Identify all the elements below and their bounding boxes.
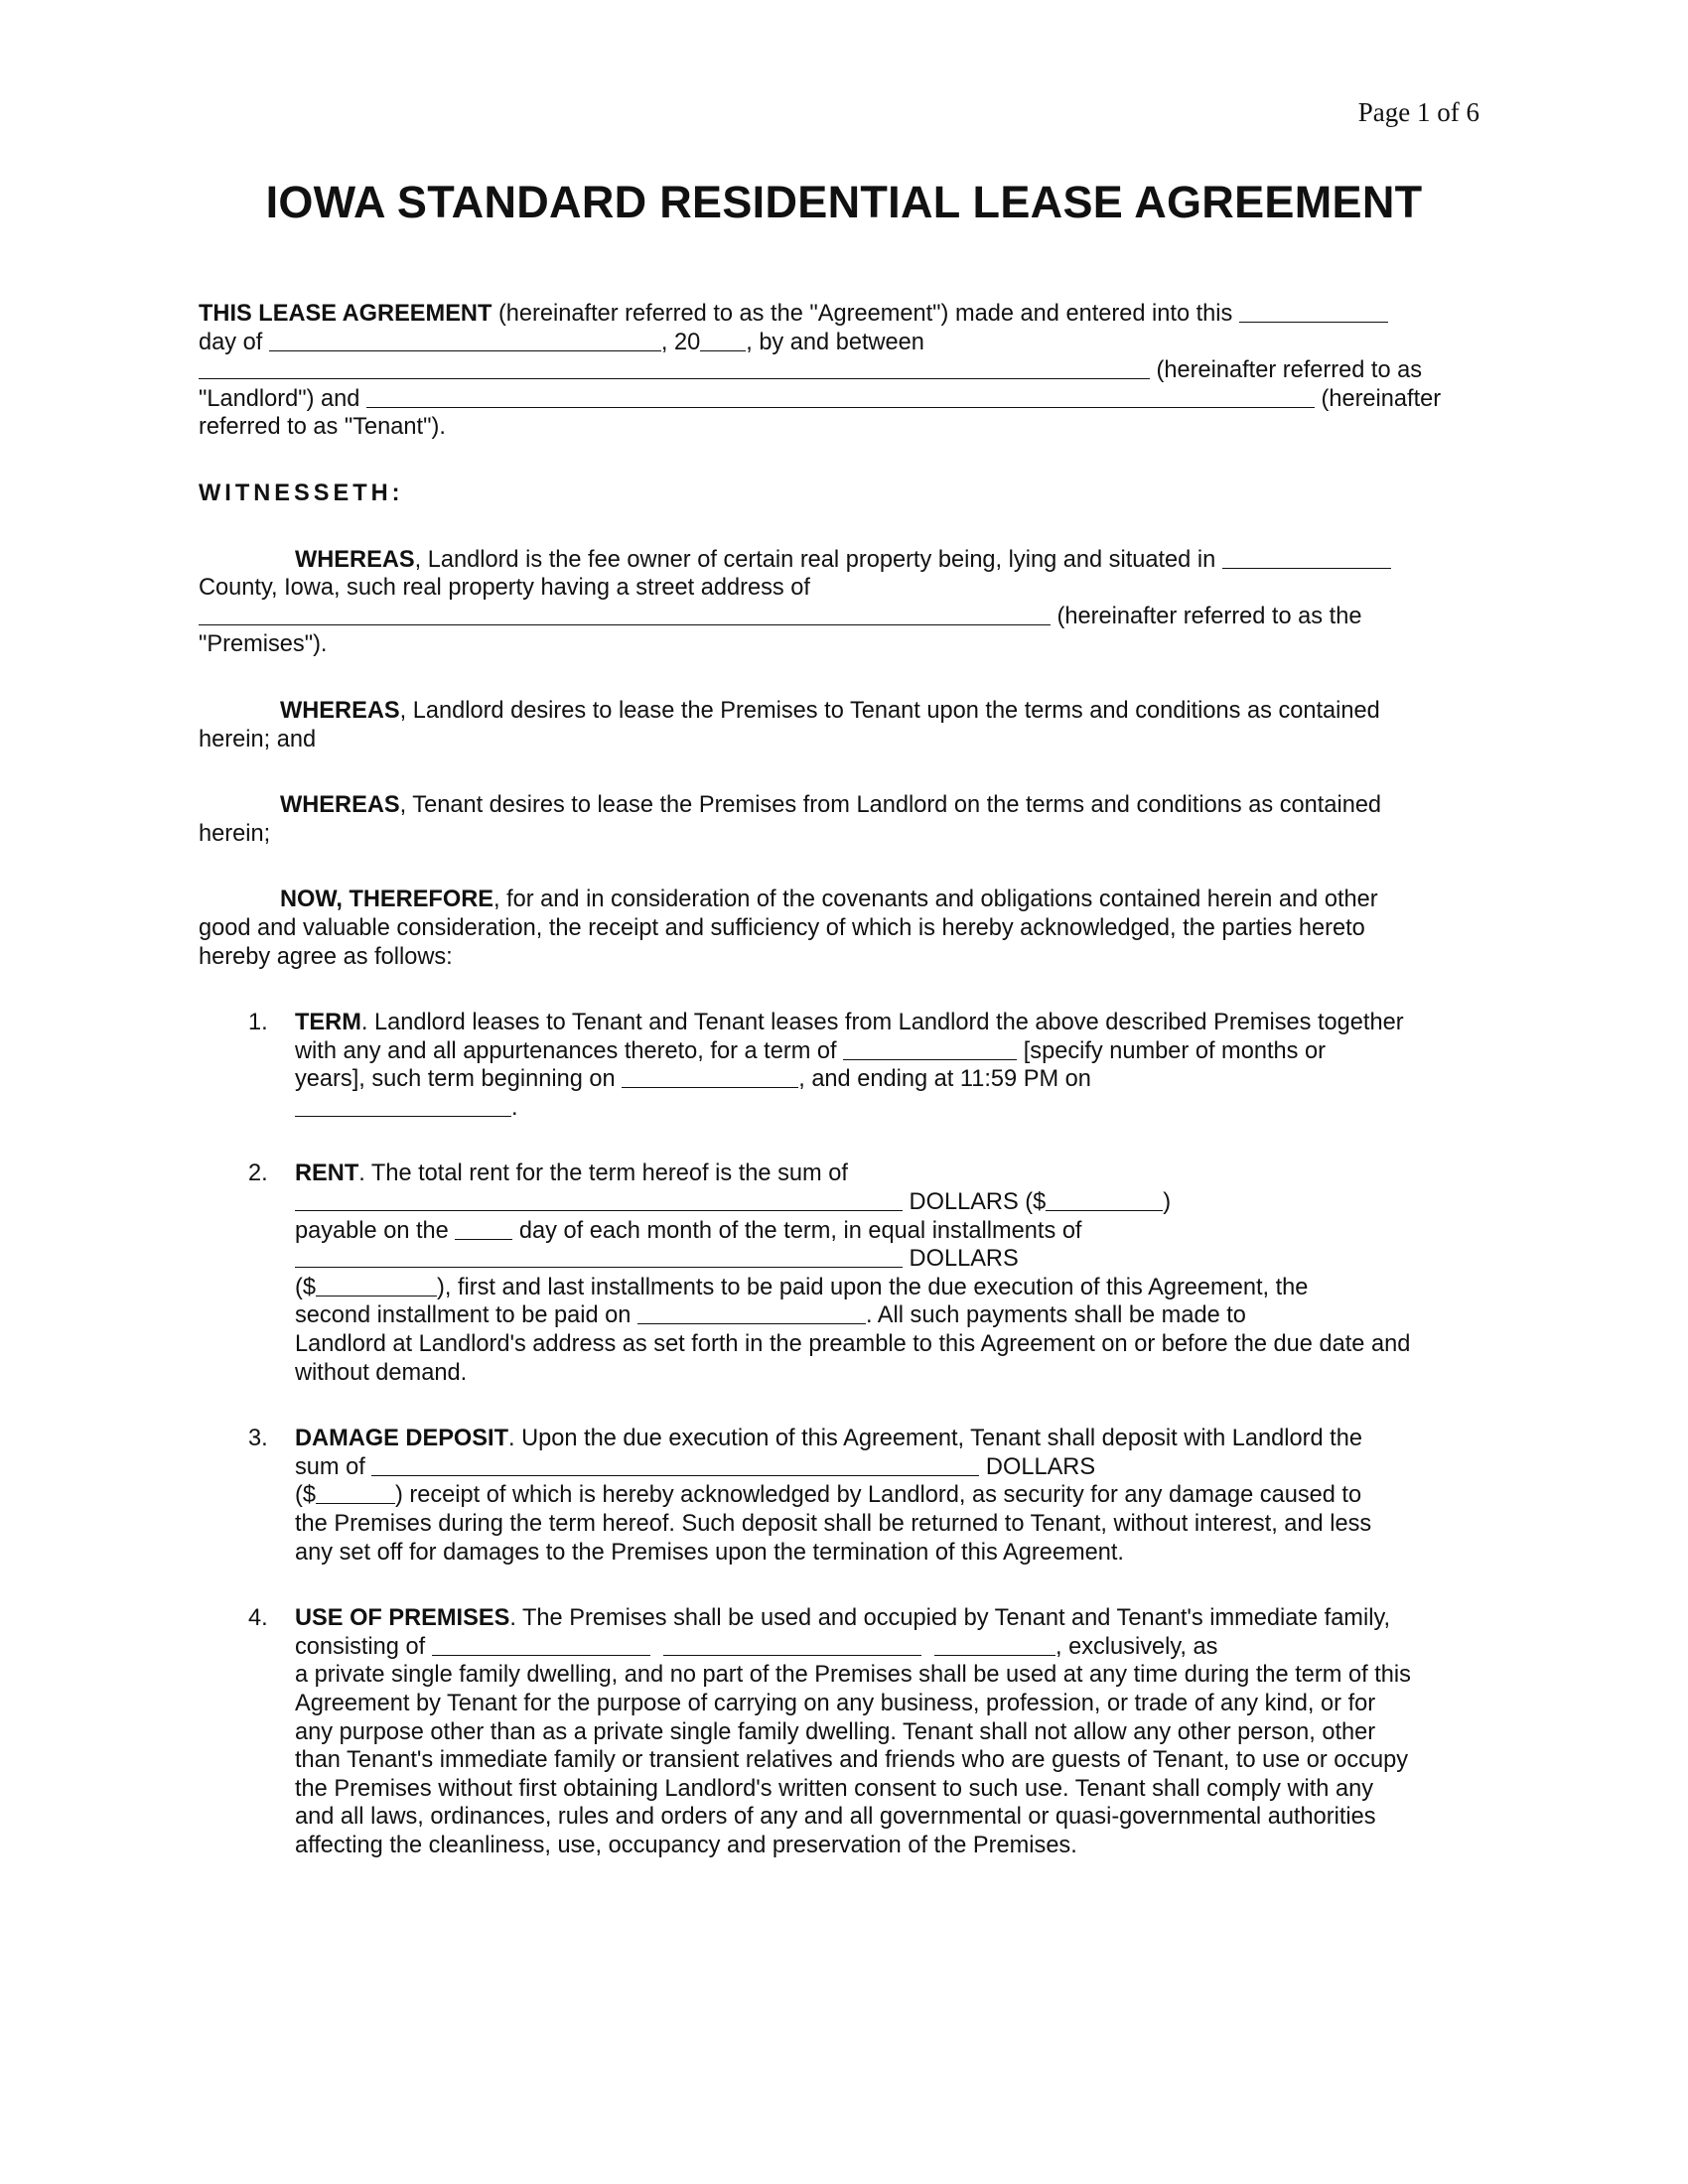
whereas-line: County, Iowa, such real property having a street address of — [199, 575, 810, 602]
blank-term-length[interactable] — [843, 1039, 1017, 1060]
document-title: IOWA STANDARD RESIDENTIAL LEASE AGREEMENT — [265, 177, 1423, 227]
whereas-line: "Premises"). — [199, 631, 328, 658]
blank-installment-amount[interactable] — [316, 1276, 437, 1297]
blank-payment-day[interactable] — [455, 1219, 512, 1240]
intro-line: day of — [199, 329, 263, 355]
now-therefore-paragraph — [199, 886, 1489, 971]
whereas-paragraph-1 — [199, 546, 1489, 659]
section-number: 4. — [248, 1605, 268, 1632]
section-heading: TERM — [295, 1010, 361, 1036]
section-line: years], such term beginning on — [295, 1066, 616, 1093]
section-line: second installment to be paid on — [295, 1302, 632, 1329]
whereas-lead: WHEREAS — [280, 792, 400, 819]
section-line: . — [511, 1094, 518, 1121]
witnesseth-heading: WITNESSETH: — [199, 479, 404, 506]
whereas-lead: WHEREAS — [280, 697, 400, 724]
blank-year[interactable] — [700, 331, 746, 351]
section-line: ) receipt of which is hereby acknowledged by Landlord, as security for any damage caused to — [394, 1482, 1362, 1509]
intro-line: (hereinafter referred to as — [1150, 357, 1423, 384]
paragraph-line: , for and in consideration of the covenants and obligations contained herein and other — [492, 887, 1378, 913]
section-line: . Upon the due execution of this Agreement, Tenant shall deposit with Landlord the — [507, 1426, 1362, 1452]
blank-occupant-3[interactable] — [934, 1635, 1055, 1656]
blank-day[interactable] — [1239, 302, 1388, 323]
whereas-paragraph-3 — [199, 791, 1489, 848]
blank-landlord-name[interactable] — [199, 358, 1150, 379]
section-damage-deposit — [199, 1425, 1489, 1567]
whereas-line: , Landlord desires to lease the Premises to Tenant upon the terms and conditions as contained — [399, 697, 1380, 724]
section-heading: RENT — [295, 1160, 359, 1187]
whereas-line: (hereinafter referred to as the — [1051, 603, 1362, 629]
section-line: . The Premises shall be used and occupied by Tenant and Tenant's immediate family, — [509, 1605, 1391, 1632]
section-number: 1. — [248, 1010, 268, 1036]
blank-installment-words[interactable] — [295, 1247, 903, 1268]
intro-line: (hereinafter — [1314, 385, 1442, 412]
section-line: affecting the cleanliness, use, occupancy and preservation of the Premises. — [295, 1832, 1077, 1858]
section-heading: USE OF PREMISES — [295, 1605, 510, 1632]
section-line: any set off for damages to the Premises upon the termination of this Agreement. — [295, 1539, 1124, 1566]
blank-term-start[interactable] — [622, 1067, 798, 1088]
section-line: [specify number of months or — [1017, 1037, 1326, 1064]
document-body — [199, 300, 1489, 1860]
blank-total-rent-amount[interactable] — [1046, 1190, 1163, 1211]
blank-occupant-2[interactable] — [663, 1635, 921, 1656]
section-line: the Premises without first obtaining Landlord's written consent to such use. Tenant shall comply with any — [295, 1775, 1374, 1802]
section-line: . All such payments shall be made to — [865, 1302, 1246, 1329]
section-line: DOLLARS — [903, 1246, 1019, 1273]
blank-occupant-1[interactable] — [432, 1635, 650, 1656]
blank-street-address[interactable] — [199, 605, 1051, 625]
section-line: Agreement by Tenant for the purpose of carrying on any business, profession, or trade of any kind, or for — [295, 1690, 1376, 1716]
section-line: a private single family dwelling, and no part of the Premises shall be used at any time during the term of this — [295, 1662, 1411, 1689]
section-line: ($ — [295, 1274, 316, 1300]
section-line: payable on the — [295, 1217, 449, 1244]
section-heading: DAMAGE DEPOSIT — [295, 1426, 508, 1452]
section-line: DOLLARS — [979, 1453, 1096, 1480]
paragraph-line: hereby agree as follows: — [199, 943, 453, 970]
page-number: Page 1 of 6 — [1357, 97, 1479, 127]
intro-line: "Landlord") and — [199, 385, 360, 412]
blank-county[interactable] — [1222, 548, 1391, 569]
blank-total-rent-words[interactable] — [295, 1190, 903, 1211]
whereas-lead: WHEREAS — [295, 546, 415, 573]
section-use-of-premises — [199, 1604, 1489, 1859]
intro-line: , by and between — [746, 329, 924, 355]
whereas-line: herein; — [199, 820, 271, 847]
section-line: and all laws, ordinances, rules and orders of any and all governmental or quasi-governmental authorities — [295, 1804, 1376, 1831]
section-rent — [199, 1160, 1489, 1387]
intro-line: (hereinafter referred to as the "Agreement") made and entered into this — [492, 301, 1233, 327]
section-line: , and ending at 11:59 PM on — [798, 1066, 1091, 1093]
section-line: the Premises during the term hereof. Such deposit shall be returned to Tenant, without interest, and less — [295, 1511, 1372, 1537]
blank-tenant-name[interactable] — [366, 387, 1315, 408]
blank-deposit-words[interactable] — [371, 1455, 979, 1476]
section-line: DOLLARS ($ — [903, 1189, 1047, 1216]
section-line: . Landlord leases to Tenant and Tenant leases from Landlord the above described Premises together — [360, 1010, 1404, 1036]
whereas-line: , Landlord is the fee owner of certain real property being, lying and situated in — [414, 546, 1216, 573]
section-line: . The total rent for the term hereof is the sum of — [358, 1160, 848, 1187]
section-line: than Tenant's immediate family or transient relatives and friends who are guests of Tenant, to use or occupy — [295, 1747, 1409, 1774]
blank-second-installment-date[interactable] — [637, 1303, 866, 1324]
section-line: ) — [1163, 1189, 1172, 1216]
section-line: with any and all appurtenances thereto, for a term of — [295, 1037, 837, 1064]
intro-paragraph — [199, 300, 1489, 442]
section-line: ), first and last installments to be paid upon the due execution of this Agreement, the — [436, 1274, 1309, 1300]
section-line: Landlord at Landlord's address as set forth in the preamble to this Agreement on or before the due date and — [295, 1331, 1411, 1358]
section-line: , exclusively, as — [1055, 1633, 1218, 1660]
section-line: any purpose other than as a private single family dwelling. Tenant shall not allow any other person, other — [295, 1718, 1376, 1745]
section-line: day of each month of the term, in equal installments of — [512, 1217, 1082, 1244]
whereas-line: herein; and — [199, 726, 317, 752]
whereas-line: , Tenant desires to lease the Premises from Landlord on the terms and conditions as contained — [399, 792, 1382, 819]
paragraph-line: good and valuable consideration, the receipt and sufficiency of which is hereby acknowledged, the parties hereto — [199, 914, 1365, 941]
section-line: consisting of — [295, 1633, 426, 1660]
section-term — [199, 1009, 1489, 1122]
intro-line: referred to as "Tenant"). — [199, 414, 446, 441]
section-number: 2. — [248, 1160, 268, 1187]
now-therefore-lead: NOW, THEREFORE — [280, 887, 493, 913]
blank-term-end[interactable] — [295, 1096, 511, 1117]
section-line: sum of — [295, 1453, 365, 1480]
section-line: ($ — [295, 1482, 316, 1509]
section-line: without demand. — [295, 1359, 468, 1386]
whereas-paragraph-2 — [199, 697, 1489, 753]
blank-deposit-amount[interactable] — [316, 1483, 395, 1504]
intro-line: , 20 — [660, 329, 701, 355]
blank-month[interactable] — [269, 331, 661, 351]
intro-lead: THIS LEASE AGREEMENT — [199, 301, 492, 327]
section-number: 3. — [248, 1426, 268, 1452]
